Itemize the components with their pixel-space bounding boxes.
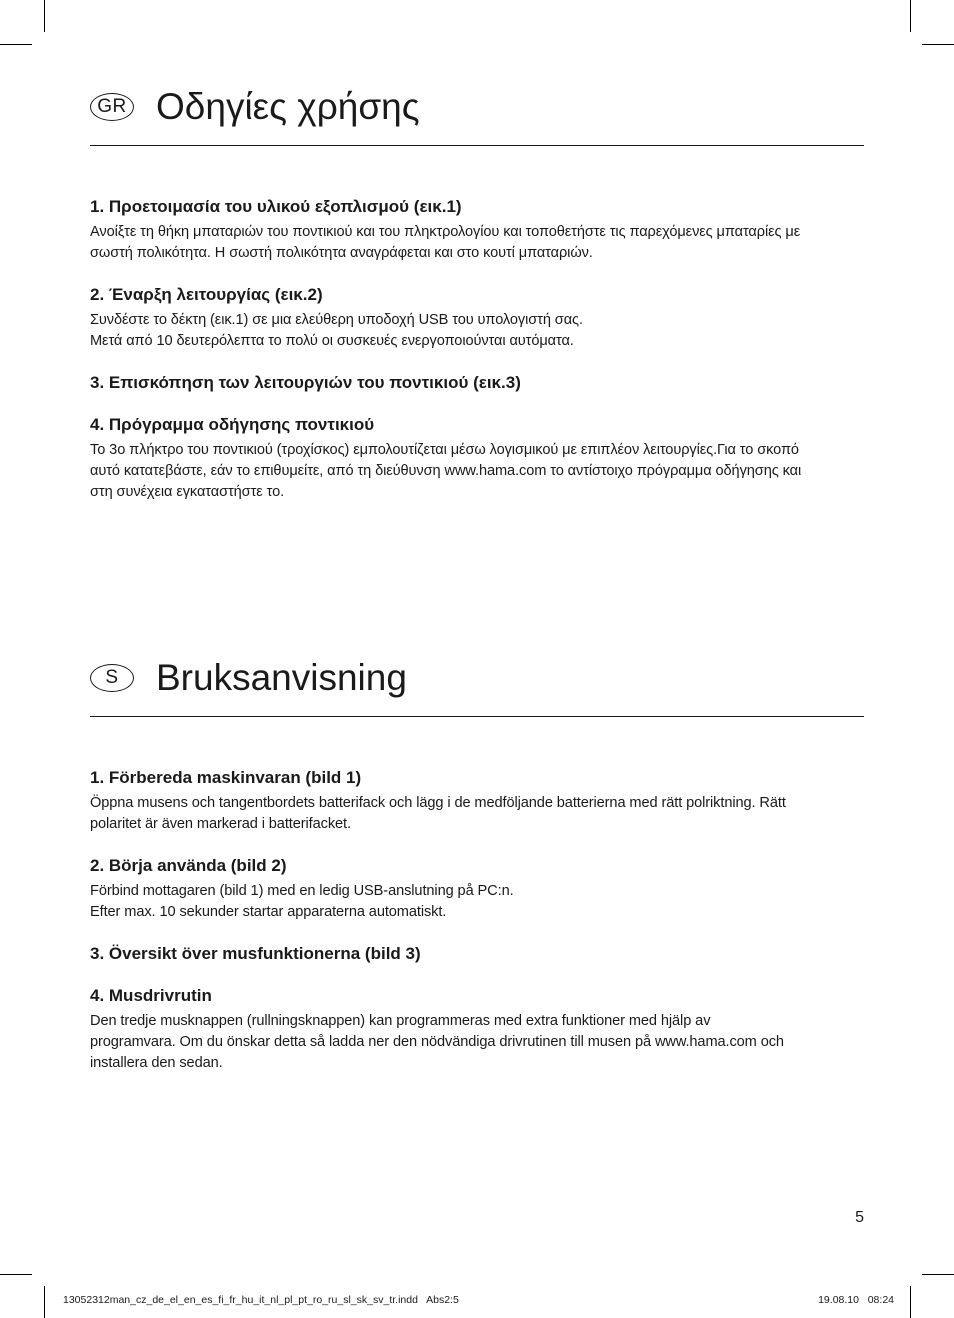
title-divider	[90, 145, 864, 146]
swedish-instructions-section	[90, 655, 864, 1094]
instruction-item	[90, 943, 864, 965]
instruction-text-line: Συνδέστε το δέκτη (εικ.1) σε μια ελεύθερη υποδοχή USB του υπολογιστή σας.	[90, 312, 583, 328]
crop-mark-bottom-right-horizontal	[922, 1274, 954, 1275]
instruction-list	[90, 767, 864, 1074]
crop-mark-bottom-left-vertical	[44, 1286, 45, 1318]
language-badge-s: S	[90, 664, 134, 692]
instruction-text-line: Förbind mottagaren (bild 1) med en ledig USB-anslutning på PC:n.	[90, 883, 514, 899]
instruction-text-line: Ανοίξτε τη θήκη μπαταριών του ποντικιού και του πληκτρολογίου και τοποθετήστε τις παρεχόμενες μπαταρίες με	[90, 224, 801, 240]
instruction-item	[90, 196, 864, 264]
instruction-text-line: Το 3ο πλήκτρο του ποντικιού (τροχίσκος) εμπολουτίζεται μέσω λογισμικού με επιπλέον λειτουργίες.Για το σκοπό	[90, 442, 799, 458]
instruction-text-line: installera den sedan.	[90, 1055, 223, 1071]
instruction-heading: 2. Börja använda (bild 2)	[90, 856, 287, 875]
page-number: 5	[855, 1209, 864, 1226]
title-divider	[90, 716, 864, 717]
section-title: Bruksanvisning	[156, 657, 407, 698]
instruction-text-line: polaritet är även markerad i batterifacket.	[90, 816, 351, 832]
instruction-heading: 4. Πρόγραμμα οδήγησης ποντικιού	[90, 415, 375, 434]
crop-mark-bottom-left-horizontal	[0, 1274, 32, 1275]
crop-mark-top-left-horizontal	[0, 44, 32, 45]
section-title-row	[90, 84, 864, 130]
instruction-item	[90, 855, 864, 923]
instruction-item	[90, 414, 864, 503]
instruction-text-line: Öppna musens och tangentbordets batterifack och lägg i de medföljande batterierna med rätt polriktning. Rätt	[90, 795, 786, 811]
instruction-list	[90, 196, 864, 503]
instruction-heading: 1. Προετοιμασία του υλικού εξοπλισμού (εικ.1)	[90, 197, 462, 216]
instruction-heading: 2. Έναρξη λειτουργίας (εικ.2)	[90, 285, 323, 304]
section-title: Οδηγίες χρήσης	[156, 86, 420, 127]
instruction-text-line: Μετά από 10 δευτερόλεπτα το πολύ οι συσκευές ενεργοποιούνται αυτόματα.	[90, 333, 574, 349]
section-title-row	[90, 655, 864, 701]
print-slug-filename: 13052312man_cz_de_el_en_es_fi_fr_hu_it_nl_pl_pt_ro_ru_sl_sk_sv_tr.indd Abs2:5	[63, 1294, 459, 1306]
crop-mark-top-left-vertical	[44, 0, 45, 32]
print-slug-datetime: 19.08.10 08:24	[818, 1294, 894, 1306]
instruction-text-line: σωστή πολικότητα. Η σωστή πολικότητα αναγράφεται και στο κουτί μπαταριών.	[90, 245, 593, 261]
instruction-item	[90, 372, 864, 394]
instruction-text-line: Efter max. 10 sekunder startar apparaterna automatiskt.	[90, 904, 447, 920]
instruction-heading: 3. Επισκόπηση των λειτουργιών του ποντικιού (εικ.3)	[90, 373, 521, 392]
instruction-item	[90, 767, 864, 835]
instruction-text-line: Den tredje musknappen (rullningsknappen) kan programmeras med extra funktioner med hjälp av	[90, 1013, 711, 1029]
instruction-item	[90, 985, 864, 1074]
instruction-text-line: αυτό κατατεβάστε, εάν το επιθυμείτε, από τη διεύθυνση www.hama.com το αντίστοιχο πρόγραμμα οδήγησης και	[90, 463, 802, 479]
crop-mark-bottom-right-vertical	[910, 1286, 911, 1318]
instruction-heading: 4. Musdrivrutin	[90, 986, 212, 1005]
crop-mark-top-right-vertical	[910, 0, 911, 32]
instruction-text-line: programvara. Om du önskar detta så ladda ner den nödvändiga drivrutinen till musen på www.hama.com och	[90, 1034, 784, 1050]
crop-mark-top-right-horizontal	[922, 44, 954, 45]
instruction-item	[90, 284, 864, 352]
instruction-heading: 1. Förbereda maskinvaran (bild 1)	[90, 768, 362, 787]
instruction-text-line: στη συνέχεια εγκαταστήστε το.	[90, 484, 285, 500]
instruction-heading: 3. Översikt över musfunktionerna (bild 3)	[90, 944, 421, 963]
language-badge-gr: GR	[90, 93, 134, 121]
greek-instructions-section	[90, 84, 864, 523]
